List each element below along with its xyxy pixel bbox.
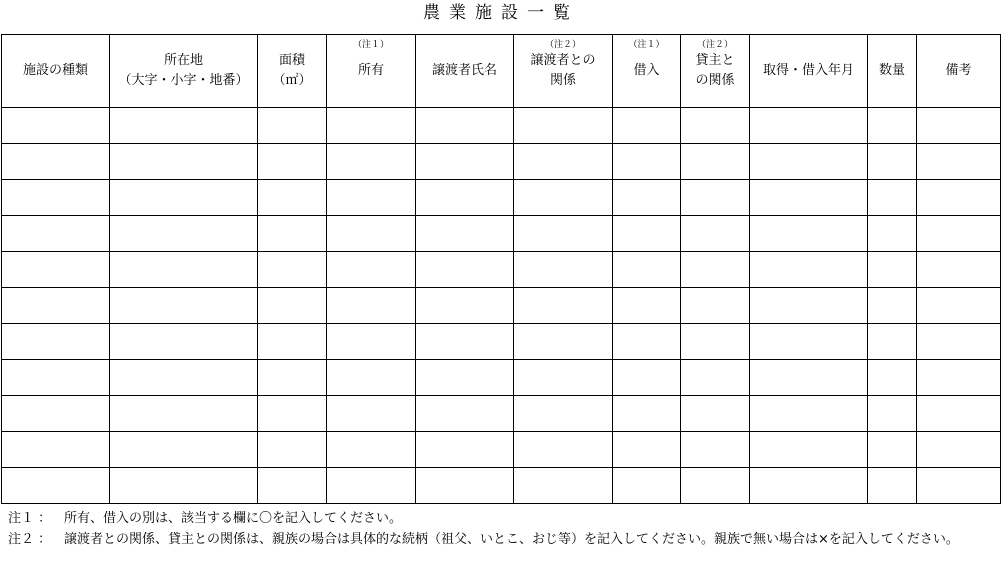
- column-header-label: 所在地: [163, 53, 203, 68]
- table-cell[interactable]: [327, 432, 416, 468]
- table-cell[interactable]: [327, 360, 416, 396]
- table-cell[interactable]: [110, 468, 258, 504]
- column-header-label: 譲渡者との: [530, 53, 596, 68]
- table-cell[interactable]: [917, 108, 1001, 144]
- table-cell[interactable]: [750, 252, 868, 288]
- column-header: [681, 35, 750, 108]
- table-row: [2, 108, 1001, 144]
- table-cell[interactable]: [514, 252, 613, 288]
- table-cell[interactable]: [416, 468, 514, 504]
- footnote-label: 注２ ：: [8, 532, 52, 547]
- table-cell[interactable]: [917, 180, 1001, 216]
- table-cell[interactable]: [613, 216, 681, 252]
- column-note-tag: （注１）: [352, 40, 389, 50]
- footnote: [8, 529, 1000, 550]
- table-cell[interactable]: [750, 396, 868, 432]
- table-cell[interactable]: [327, 252, 416, 288]
- table-cell[interactable]: [2, 252, 110, 288]
- table-cell[interactable]: [110, 288, 258, 324]
- table-cell[interactable]: [868, 216, 917, 252]
- table-cell[interactable]: [416, 108, 514, 144]
- column-header-label: の関係: [695, 73, 735, 88]
- table-body: [2, 108, 1001, 504]
- table-cell[interactable]: [110, 216, 258, 252]
- table-cell[interactable]: [514, 360, 613, 396]
- table-cell[interactable]: [750, 144, 868, 180]
- table-cell[interactable]: [917, 432, 1001, 468]
- table-row: [2, 144, 1001, 180]
- table-cell[interactable]: [258, 396, 327, 432]
- table-cell[interactable]: [416, 396, 514, 432]
- table-cell[interactable]: [110, 396, 258, 432]
- table-cell[interactable]: [917, 144, 1001, 180]
- table-cell[interactable]: [917, 396, 1001, 432]
- table-cell[interactable]: [416, 432, 514, 468]
- table-cell[interactable]: [514, 144, 613, 180]
- table-cell[interactable]: [2, 144, 110, 180]
- table-cell[interactable]: [327, 108, 416, 144]
- table-cell[interactable]: [514, 108, 613, 144]
- table-cell[interactable]: [416, 180, 514, 216]
- column-note-tag: （注１）: [628, 40, 665, 50]
- column-header: [514, 35, 613, 108]
- table-cell[interactable]: [917, 468, 1001, 504]
- table-cell[interactable]: [110, 432, 258, 468]
- table-cell[interactable]: [327, 468, 416, 504]
- table-cell[interactable]: [416, 144, 514, 180]
- column-header: [110, 35, 258, 108]
- table-cell[interactable]: [416, 360, 514, 396]
- table-cell[interactable]: [2, 432, 110, 468]
- table-cell[interactable]: [613, 324, 681, 360]
- table-cell[interactable]: [681, 180, 750, 216]
- column-header-label: 備考: [945, 63, 972, 78]
- page-title: 農業施設一覧: [423, 3, 579, 23]
- table-cell[interactable]: [868, 180, 917, 216]
- table-cell[interactable]: [258, 144, 327, 180]
- table-header-row: [2, 35, 1001, 108]
- column-header-label: 所有: [357, 63, 384, 78]
- table-cell[interactable]: [2, 108, 110, 144]
- table-cell[interactable]: [917, 252, 1001, 288]
- table-cell[interactable]: [868, 108, 917, 144]
- table-cell[interactable]: [2, 324, 110, 360]
- table-cell[interactable]: [750, 324, 868, 360]
- table-cell[interactable]: [613, 144, 681, 180]
- table-cell[interactable]: [868, 288, 917, 324]
- column-header-label: 関係: [549, 73, 576, 88]
- column-header-label: 借入: [633, 63, 660, 78]
- table-cell[interactable]: [514, 324, 613, 360]
- table-cell[interactable]: [258, 432, 327, 468]
- table-cell[interactable]: [258, 216, 327, 252]
- table-cell[interactable]: [327, 144, 416, 180]
- table-cell[interactable]: [681, 252, 750, 288]
- table-row: [2, 324, 1001, 360]
- table-cell[interactable]: [750, 216, 868, 252]
- table-cell[interactable]: [868, 144, 917, 180]
- table-cell[interactable]: [868, 324, 917, 360]
- table-cell[interactable]: [258, 180, 327, 216]
- table-cell[interactable]: [917, 360, 1001, 396]
- table-cell[interactable]: [613, 396, 681, 432]
- column-header-label: （大字・小字・地番）: [118, 73, 249, 88]
- column-header: [917, 35, 1001, 108]
- table-cell[interactable]: [613, 288, 681, 324]
- table-cell[interactable]: [681, 432, 750, 468]
- table-cell[interactable]: [2, 396, 110, 432]
- table-cell[interactable]: [613, 108, 681, 144]
- table-row: [2, 288, 1001, 324]
- table-cell[interactable]: [258, 360, 327, 396]
- facility-table: [1, 34, 1001, 504]
- column-header: [750, 35, 868, 108]
- table-cell[interactable]: [258, 468, 327, 504]
- table-cell[interactable]: [613, 180, 681, 216]
- column-header-label: 貸主と: [695, 53, 735, 68]
- table-cell[interactable]: [2, 216, 110, 252]
- table-cell[interactable]: [681, 468, 750, 504]
- table-cell[interactable]: [110, 360, 258, 396]
- table-cell[interactable]: [681, 288, 750, 324]
- table-cell[interactable]: [613, 432, 681, 468]
- footnote-label: 注１ ：: [8, 511, 52, 526]
- table-cell[interactable]: [110, 252, 258, 288]
- column-header: [258, 35, 327, 108]
- table-cell[interactable]: [613, 252, 681, 288]
- column-header-label: 面積: [278, 53, 305, 68]
- column-note-tag: （注２）: [544, 40, 581, 50]
- column-header: [327, 35, 416, 108]
- table-cell[interactable]: [750, 468, 868, 504]
- table-cell[interactable]: [416, 216, 514, 252]
- table-cell[interactable]: [868, 468, 917, 504]
- table-cell[interactable]: [2, 360, 110, 396]
- footnote-text: 所有、借入の別は、該当する欄に〇を記入してください。: [64, 511, 403, 526]
- table-cell[interactable]: [514, 396, 613, 432]
- table-cell[interactable]: [416, 324, 514, 360]
- table-cell[interactable]: [750, 432, 868, 468]
- table-cell[interactable]: [110, 324, 258, 360]
- table-cell[interactable]: [681, 324, 750, 360]
- table-row: [2, 396, 1001, 432]
- column-header-label: （㎡）: [272, 73, 312, 88]
- table-cell[interactable]: [750, 288, 868, 324]
- table-cell[interactable]: [327, 288, 416, 324]
- table-cell[interactable]: [750, 180, 868, 216]
- table-cell[interactable]: [681, 360, 750, 396]
- column-header-label: 施設の種類: [22, 63, 88, 78]
- table-cell[interactable]: [110, 180, 258, 216]
- table-cell[interactable]: [917, 324, 1001, 360]
- table-cell[interactable]: [2, 468, 110, 504]
- column-header-label: 取得・借入年月: [762, 63, 854, 78]
- table-cell[interactable]: [613, 360, 681, 396]
- column-header: [416, 35, 514, 108]
- table-cell[interactable]: [258, 108, 327, 144]
- column-header-label: 譲渡者氏名: [431, 63, 497, 78]
- table-cell[interactable]: [514, 468, 613, 504]
- table-cell[interactable]: [416, 288, 514, 324]
- footnote: [8, 508, 1000, 529]
- column-header: [613, 35, 681, 108]
- table-cell[interactable]: [258, 252, 327, 288]
- column-header: [2, 35, 110, 108]
- table-cell[interactable]: [514, 288, 613, 324]
- table-cell[interactable]: [681, 216, 750, 252]
- table-row: [2, 216, 1001, 252]
- table-cell[interactable]: [514, 432, 613, 468]
- table-cell[interactable]: [681, 108, 750, 144]
- table-cell[interactable]: [514, 216, 613, 252]
- table-cell[interactable]: [681, 144, 750, 180]
- column-header: [868, 35, 917, 108]
- table-row: [2, 252, 1001, 288]
- table-cell[interactable]: [750, 360, 868, 396]
- table-cell[interactable]: [258, 324, 327, 360]
- table-cell[interactable]: [327, 180, 416, 216]
- table-cell[interactable]: [2, 288, 110, 324]
- table-row: [2, 468, 1001, 504]
- table-cell[interactable]: [327, 396, 416, 432]
- table-cell[interactable]: [514, 180, 613, 216]
- footnote-text: 譲渡者との関係、貸主との関係は、親族の場合は具体的な続柄（祖父、いとこ、おじ等）を記入してください。親族で無い場合は×を記入してください。: [64, 532, 959, 547]
- table-cell[interactable]: [681, 396, 750, 432]
- table-row: [2, 360, 1001, 396]
- table-cell[interactable]: [110, 144, 258, 180]
- table-cell[interactable]: [868, 360, 917, 396]
- table-cell[interactable]: [613, 468, 681, 504]
- table-cell[interactable]: [258, 288, 327, 324]
- table-cell[interactable]: [868, 252, 917, 288]
- table-row: [2, 432, 1001, 468]
- table-cell[interactable]: [110, 108, 258, 144]
- column-note-tag: （注２）: [696, 40, 733, 50]
- table-cell[interactable]: [2, 180, 110, 216]
- table-cell[interactable]: [917, 216, 1001, 252]
- table-row: [2, 180, 1001, 216]
- column-header-label: 数量: [878, 63, 905, 78]
- table-cell[interactable]: [327, 324, 416, 360]
- table-cell[interactable]: [416, 252, 514, 288]
- table-cell[interactable]: [868, 432, 917, 468]
- table-cell[interactable]: [917, 288, 1001, 324]
- table-cell[interactable]: [750, 108, 868, 144]
- table-cell[interactable]: [868, 396, 917, 432]
- table-cell[interactable]: [327, 216, 416, 252]
- footnotes: [8, 508, 1000, 550]
